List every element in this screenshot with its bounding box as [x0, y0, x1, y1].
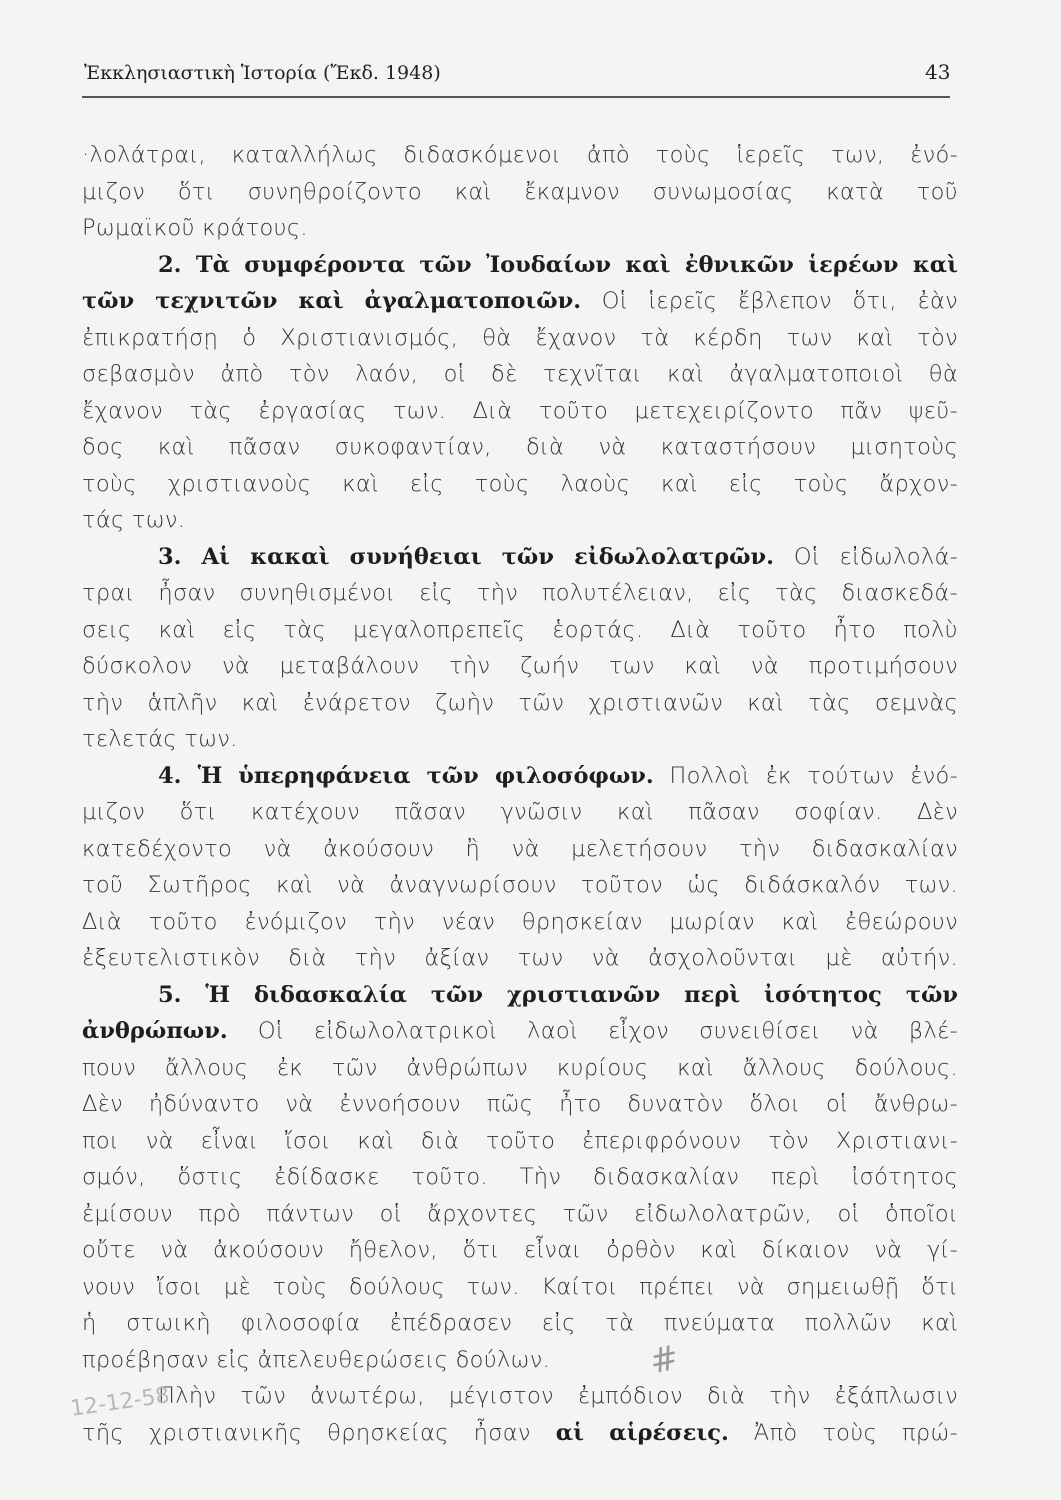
text-line: [82, 1272, 958, 1302]
line-text: τῆς χριστιανικῆς θρησκείας ἦσαν: [82, 1419, 556, 1446]
text-line: [82, 943, 958, 973]
text-line: [82, 359, 958, 389]
text-line: [82, 907, 958, 937]
text-line: [82, 1199, 958, 1229]
line-text: Οἱ εἰδωλολατρικοὶ λαοὶ εἶχον συνειθίσει νὰ βλέ-: [227, 1018, 958, 1044]
line-text: σεβασμὸν ἀπὸ τὸν λαόν, οἱ δὲ τεχνῖται καὶ ἀγαλματοποιοὶ θὰ: [82, 361, 958, 387]
line-text: Οἱ ἱερεῖς ἔβλεπον ὅτι, ἐὰν: [581, 288, 958, 314]
text-line: [158, 1381, 958, 1411]
text-line: [82, 615, 958, 645]
line-text: ἐμίσουν πρὸ πάντων οἱ ἄρχοντες τῶν εἰδωλολατρῶν, οἱ ὁποῖοι: [82, 1200, 958, 1227]
line-text: ποι νὰ εἶναι ἴσοι καὶ διὰ τοῦτο ἐπεριφρόνουν τὸν Χριστιανι-: [82, 1127, 958, 1154]
line-text: ἐπικρατήσῃ ὁ Χριστιανισμός, θὰ ἔχανον τὰ κέρδη των καὶ τὸν: [82, 324, 958, 351]
handwritten-date: 12-12-58: [68, 1383, 172, 1422]
text-line: [82, 177, 958, 207]
line-text: Πολλοὶ ἐκ τούτων ἐνό-: [653, 762, 959, 789]
text-line: [82, 1308, 958, 1338]
line-text: Ρωμαϊκοῦ κράτους.: [82, 215, 308, 241]
line-text: μιζον ὅτι συνηθροίζοντο καὶ ἔκαμνον συνωμοσίας κατὰ τοῦ: [82, 178, 958, 205]
text-line: [82, 1345, 958, 1375]
line-text: νουν ἴσοι μὲ τοὺς δούλους των. Καίτοι πρέπει νὰ σημειωθῇ ὅτι: [82, 1273, 958, 1300]
line-text: ·λολάτραι, καταλλήλως διδασκόμενοι ἀπὸ τοὺς ἱερεῖς των, ἐνό-: [82, 142, 958, 168]
text-line: [158, 250, 958, 280]
line-text: Διὰ τοῦτο ἐνόμιζον τὴν νέαν θρησκείαν μωρίαν καὶ ἐθεώρουν: [82, 908, 958, 935]
text-line: [82, 688, 958, 718]
header-rule: [82, 96, 950, 98]
line-text: οὔτε νὰ ἀκούσουν ἤθελον, ὅτι εἶναι ὀρθὸν καὶ δίκαιον νὰ γί-: [82, 1237, 958, 1263]
text-line: [82, 834, 958, 864]
text-line: [82, 286, 958, 316]
line-text: Πλὴν τῶν ἀνωτέρω, μέγιστον ἐμπόδιον διὰ τὴν ἐξάπλωσιν: [158, 1383, 958, 1409]
text-line: [82, 1053, 958, 1083]
text-line: [158, 542, 958, 572]
text-line: [82, 1126, 958, 1156]
line-text: προέβησαν εἰς ἀπελευθερώσεις δούλων.: [82, 1346, 551, 1373]
text-line: [82, 1089, 958, 1119]
text-line: [82, 396, 958, 426]
text-line: [82, 1016, 958, 1046]
text-line: [82, 213, 958, 243]
line-text: τελετάς των.: [82, 726, 238, 752]
running-header-title: Ἐκκλησιαστικὴ Ἱστορία (Ἔκδ. 1948): [84, 62, 441, 84]
line-text: δος καὶ πᾶσαν συκοφαντίαν, διὰ νὰ καταστήσουν μισητοὺς: [82, 434, 958, 460]
line-text: ἐξευτελιστικὸν διὰ τὴν ἀξίαν των νὰ ἀσχολοῦνται μὲ αὐτήν.: [82, 945, 958, 971]
text-line: [82, 1162, 958, 1192]
text-line: [82, 469, 958, 499]
line-text: τοὺς χριστιανοὺς καὶ εἰς τοὺς λαοὺς καὶ εἰς τοὺς ἄρχον-: [82, 470, 958, 497]
text-line: [82, 578, 958, 608]
bold-heading-text: τῶν τεχνιτῶν καὶ ἀγαλματοποιῶν.: [82, 288, 582, 314]
text-line: [82, 505, 958, 535]
text-line: [82, 323, 958, 353]
line-text: κατεδέχοντο νὰ ἀκούσουν ἢ νὰ μελετήσουν τὴν διδασκαλίαν: [82, 835, 958, 862]
line-text: σμόν, ὅστις ἐδίδασκε τοῦτο. Τὴν διδασκαλίαν περὶ ἰσότητος: [82, 1164, 958, 1190]
handwritten-mark: #: [646, 1337, 683, 1383]
text-line: [82, 651, 958, 681]
bold-heading-text: 5. Ἡ διδασκαλία τῶν χριστιανῶν περὶ ἰσότητος τῶν: [158, 981, 958, 1008]
bold-heading-text: 2. Τὰ συμφέροντα τῶν Ἰουδαίων καὶ ἐθνικῶν ἱερέων καὶ: [158, 251, 958, 278]
text-line: [82, 870, 958, 900]
line-text: ἔχανον τὰς ἐργασίας των. Διὰ τοῦτο μετεχειρίζοντο πᾶν ψεῦ-: [82, 397, 958, 424]
line-text: Οἱ εἰδωλολά-: [774, 543, 958, 570]
page-number: 43: [925, 60, 951, 84]
text-line: [158, 761, 958, 791]
bold-heading-text: 3. Αἱ κακαὶ συνήθειαι τῶν εἰδωλολατρῶν.: [158, 543, 775, 570]
text-line: [82, 140, 958, 170]
text-line: [82, 1418, 958, 1448]
line-text: τὴν ἁπλῆν καὶ ἐνάρετον ζωὴν τῶν χριστιανῶν καὶ τὰς σεμνὰς: [82, 689, 958, 716]
text-line: [82, 797, 958, 827]
line-text: μιζον ὅτι κατέχουν πᾶσαν γνῶσιν καὶ πᾶσαν σοφίαν. Δὲν: [82, 799, 958, 825]
bold-heading-text: αἱ αἱρέσεις.: [555, 1419, 729, 1446]
line-text: δύσκολον νὰ μεταβάλουν τὴν ζωήν των καὶ νὰ προτιμήσουν: [82, 653, 958, 679]
line-text: ἡ στωικὴ φιλοσοφία ἐπέδρασεν εἰς τὰ πνεύματα πολλῶν καὶ: [82, 1310, 958, 1336]
line-text: Δὲν ἠδύναντο νὰ ἐννοήσουν πῶς ἦτο δυνατὸν ὅλοι οἱ ἄνθρω-: [82, 1091, 958, 1117]
bold-heading-text: 4. Ἡ ὑπερηφάνεια τῶν φιλοσόφων.: [158, 762, 654, 789]
line-text: Ἀπὸ τοὺς πρώ-: [728, 1419, 959, 1446]
line-text: τάς των.: [82, 507, 186, 533]
line-text: τραι ἦσαν συνηθισμένοι εἰς τὴν πολυτέλειαν, εἰς τὰς διασκεδά-: [82, 580, 958, 606]
text-line: [82, 432, 958, 462]
line-text: τοῦ Σωτῆρος καὶ νὰ ἀναγνωρίσουν τοῦτον ὡς διδάσκαλόν των.: [82, 872, 958, 898]
text-line: [82, 1235, 958, 1265]
bold-heading-text: ἀνθρώπων.: [82, 1018, 228, 1044]
text-line: [158, 980, 958, 1010]
line-text: σεις καὶ εἰς τὰς μεγαλοπρεπεῖς ἑορτάς. Διὰ τοῦτο ἦτο πολὺ: [82, 616, 958, 643]
text-line: [82, 724, 958, 754]
line-text: πουν ἄλλους ἐκ τῶν ἀνθρώπων κυρίους καὶ ἄλλους δούλους.: [82, 1054, 958, 1081]
